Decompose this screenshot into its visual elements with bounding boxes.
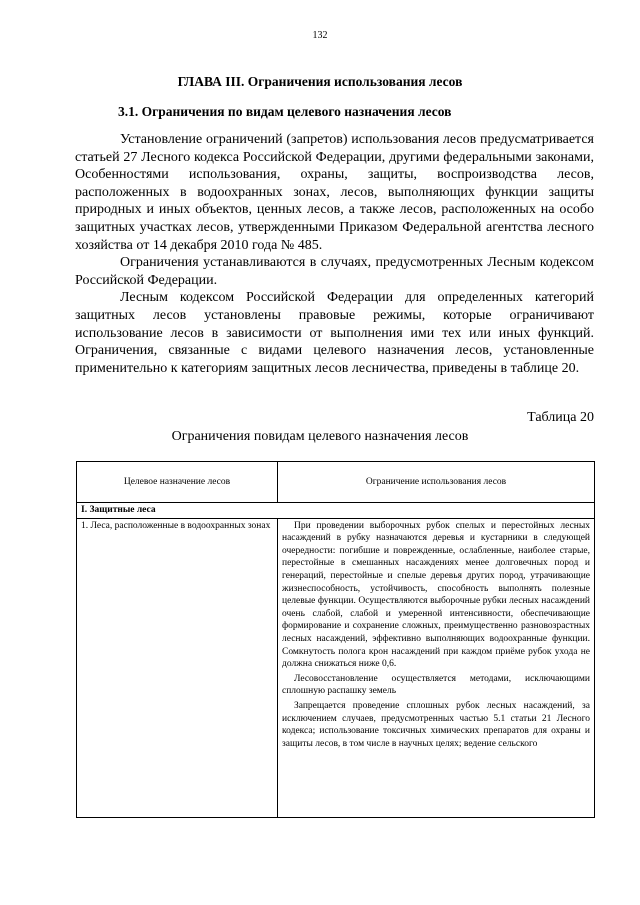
- table-header-row: [77, 462, 595, 503]
- section-label: I. Защитные леса: [77, 503, 595, 519]
- table-number-label: Таблица 20: [527, 410, 594, 425]
- purpose-cell: 1. Леса, расположенные в водоохранных зонах: [77, 518, 278, 817]
- table-section-row: [77, 503, 595, 519]
- paragraph: Установление ограничений (запретов) использования лесов предусматривается статьей 27 Лесного кодекса Российской Федерации, другими федеральными законами, Особенностями использования, охраны, защиты, воспроизводства лесов, расположенных в водоохранных зонах, лесов, выполняющих функции защиты природных и иных объектов, ценных лесов, а также лесов, расположенных на особо защитных участках лесов, утвержденными Приказом Федеральной агентства лесного хозяйства от 14 декабря 2010 года № 485.: [75, 132, 594, 253]
- table-header-cell: Ограничение использования лесов: [278, 462, 595, 503]
- paragraph: Лесным кодексом Российской Федерации для определенных категорий защитных лесов установлены правовые режимы, которые ограничивают использование лесов в зависимости от выполнения ими тех или иных функций. Ограничения, связанные с видами целевого назначения лесов, установленные применительно к категориям защитных лесов лесничества, приведены в таблице 20.: [75, 290, 594, 376]
- restriction-paragraph: Лесовосстановление осуществляется методами, исключающими сплошную распашку земель: [282, 673, 590, 697]
- restrictions-text: [282, 520, 590, 816]
- restrictions-cell: [278, 518, 595, 817]
- restrictions-table: [76, 461, 595, 818]
- restriction-paragraph: При проведении выборочных рубок спелых и перестойных лесных насаждений в рубку назначаются деревья и кустарники в следующей очередности: погибшие и поврежденные, ослабленные, наиболее старые, перестойные в смешанных насаждениях менее долговечных пород и генераций, перестойные и спелые деревья других пород, утрачивающие жизнеспособность, устойчивость, способность выполнять полезные целевые функции. Осуществляются выборочные рубки лесных насаждений очень слабой, слабой и умеренной интенсивности, обеспечивающие формирование и сохранение сложных, преимущественно разновозрастных лесных насаждений, эффективно выполняющих водоохранные функции. Сомкнутость полога крон насаждений при каждом приёме рубок ухода не должна снижаться ниже 0,6.: [282, 520, 590, 670]
- table-title: Ограничения повидам целевого назначения лесов: [171, 429, 469, 444]
- table-header-cell: Целевое назначение лесов: [77, 462, 278, 503]
- table-row: [77, 518, 595, 817]
- section-title: 3.1. Ограничения по видам целевого назначения лесов: [118, 104, 452, 119]
- page-number: 132: [312, 30, 328, 41]
- chapter-title: ГЛАВА III. Ограничения использования лесов: [177, 74, 463, 89]
- restriction-paragraph: Запрещается проведение сплошных рубок лесных насаждений, за исключением случаев, предусмотренных частью 5.1 статьи 21 Лесного кодекса; использование токсичных химических препаратов для охраны и защиты лесов, в том числе в научных целях; ведение сельского: [282, 700, 590, 749]
- paragraph: Ограничения устанавливаются в случаях, предусмотренных Лесным кодексом Российской Федерации.: [75, 255, 594, 288]
- body-text: [75, 131, 594, 377]
